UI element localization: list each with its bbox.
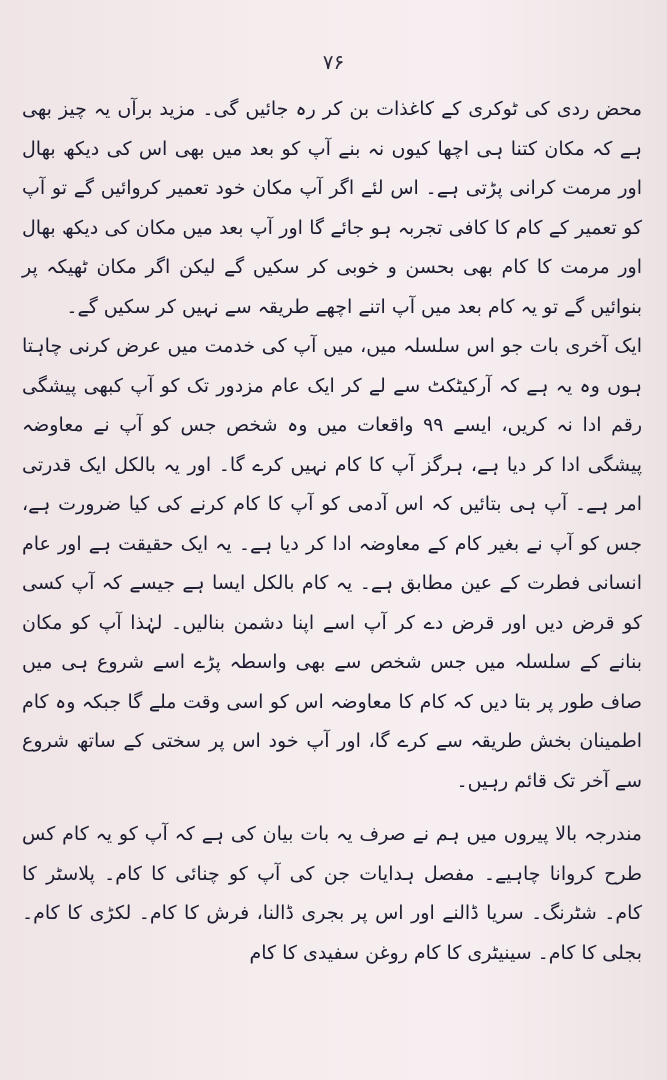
paragraph-3: مندرجہ بالا پیروں میں ہم نے صرف یہ بات بیان کی ہے کہ آپ کو یہ کام کس طرح کروانا چاہیے۔ مفصل ہدایات جن کی آپ کو چنائی کا کام۔ پلاسٹر کا کام۔ شٹرنگ۔ سریا ڈالنے اور اس پر بجری ڈالنا، فرش کا کام۔ لکڑی کا کام۔ بجلی کا کام۔ سینیٹری کا کام روغن سفیدی کا کام xyxy=(22,823,642,964)
page-body xyxy=(22,90,642,973)
paragraph-1: محض ردی کی ٹوکری کے کاغذات بن کر رہ جائیں گی۔ مزید برآں یہ چیز بھی ہے کہ مکان کتنا ہی اچھا کیوں نہ بنے آپ کو بعد میں بھی اس کی دیکھ بھال اور مرمت کرانی پڑتی ہے۔ اس لئے اگر آپ مکان خود تعمیر کروائیں گے تو آپ کو تعمیر کے کام کا کافی تجربہ ہو جائے گا اور آپ بعد میں مکان کی دیکھ بھال اور مرمت کا کام بھی بحسن و خوبی کر سکیں گے لیکن اگر مکان ٹھیکہ پر بنوائیں گے تو یہ کام بعد میں آپ اتنے اچھے طریقہ سے نہیں کر سکیں گے۔ xyxy=(22,98,642,318)
paragraph-2: ایک آخری بات جو اس سلسلہ میں، میں آپ کی خدمت میں عرض کرنی چاہتا ہوں وہ یہ ہے کہ آرکیٹکٹ سے لے کر ایک عام مزدور تک کو آپ کبھی پیشگی رقم ادا نہ کریں، ایسے ۹۹ واقعات میں وہ شخص جس کو آپ نے معاوضہ پیشگی ادا کر دیا ہے، ہرگز آپ کا کام نہیں کرے گا۔ اور یہ بالکل ایک قدرتی امر ہے۔ آپ ہی بتائیں کہ اس آدمی کو آپ کا کام کرنے کی کیا ضرورت ہے، جس کو آپ نے بغیر کام کے معاوضہ ادا کر دیا ہے۔ یہ ایک حقیقت ہے اور عام انسانی فطرت کے عین مطابق ہے۔ یہ کام بالکل ایسا ہے جیسے کہ آپ کسی کو قرض دیں اور قرض دے کر آپ اسے اپنا دشمن بنالیں۔ لہٰذا آپ کو مکان بنانے کے سلسلہ میں جس شخص سے بھی واسطہ پڑے اسے شروع ہی میں صاف طور پر بتا دیں کہ کام کا معاوضہ اس کو اسی وقت ملے گا جبکہ وہ کام اطمینان بخش طریقہ سے کرے گا، اور آپ خود اس پر سختی کے ساتھ شروع سے آخر تک قائم رہیں۔ xyxy=(22,335,642,792)
page-number: ۷۶ xyxy=(322,50,345,74)
